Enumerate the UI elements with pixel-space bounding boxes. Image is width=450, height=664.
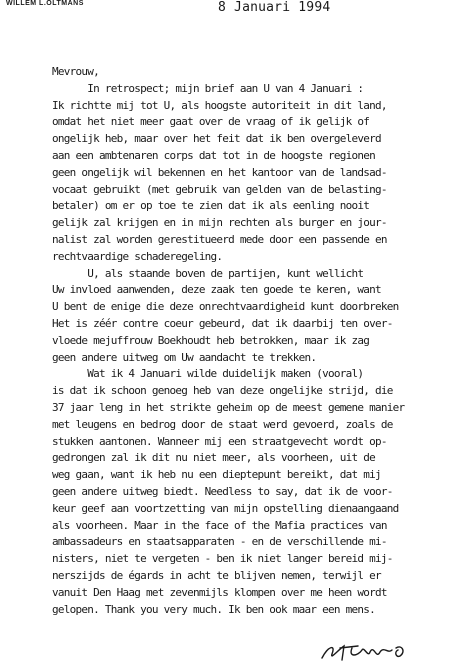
letter-line: stukken aantonen. Wanneer mij een straatgevecht wordt op- [52,434,387,448]
letter-line: geen andere uitweg biedt. Needless to say, dat ik de voor- [52,484,393,498]
letter-line: gedrongen zal ik dit nu niet meer, als voorheen, uit de [52,451,375,465]
letter-line: Ik richtte mij tot U, als hoogste autoriteit in dit land, [52,98,387,112]
letter-body [52,64,448,618]
letter-line: In retrospect; mijn brief aan U van 4 Januari : [52,81,364,95]
letter-line: geen andere uitweg om Uw aandacht te trekken. [52,350,317,364]
letter-line: Het is zéér contre coeur gebeurd, dat ik daarbij ten over- [52,316,393,330]
letter-line: omdat het niet meer gaat over de vraag of ik gelijk of [52,115,370,129]
letter-line: is dat ik schoon genoeg heb van deze ongelijke strijd, die [52,384,393,398]
letter-line: als voorheen. Maar in the face of the Mafia practices van [52,518,387,532]
letter-line: nisters, niet te vergeten - ben ik niet langer bereid mij- [52,552,393,566]
letter-line: geen ongelijk wil bekennen en het kantoor van de landsad- [52,165,387,179]
letter-date: 8 Januari 1994 [218,0,331,15]
letter-line: nerszijds de égards in acht te blijven nemen, terwijl er [52,568,381,582]
letter-line: nalist zal worden gerestitueerd mede door een passende en [52,232,387,246]
letter-line: met leugens en bedrog door de staat werd gevoerd, zoals de [52,417,393,431]
handwritten-signature [318,640,408,664]
letter-line: keur geef aan voortzetting van mijn opstelling dienaangaand [52,501,399,515]
letter-line: Wat ik 4 Januari wilde duidelijk maken (vooral) [52,367,364,381]
letter-line: vanuit Den Haag met zevenmijls klompen over me heen wordt [52,585,387,599]
letter-line: Uw invloed aanwenden, deze zaak ten goede te keren, want [52,283,381,297]
letter-line: aan een ambtenaren corps dat tot in de hoogste regionen [52,148,375,162]
letter-line: ongelijk heb, maar over het feit dat ik ben overgeleverd [52,132,381,146]
letter-line: U, als staande boven de partijen, kunt wellicht [52,266,364,280]
letter-line: weg gaan, want ik heb nu een dieptepunt bereikt, dat mij [52,468,381,482]
letter-line: gelopen. Thank you very much. Ik ben ook maar een mens. [52,602,375,616]
letter-line: betaler) om er op toe te zien dat ik als eenling nooit [52,199,370,213]
letter-line: gelijk zal krijgen en in mijn rechten als burger en jour- [52,216,387,230]
letter-line: vloede mejuffrouw Boekhoudt heb betrokken, maar ik zag [52,333,370,347]
letter-line: Mevrouw, [52,65,99,78]
letter-line: U bent de enige die deze onrechtvaardigheid kunt doorbreken [52,300,399,314]
letter-line: 37 jaar leng in het strikte geheim op de meest gemene manier [52,400,405,414]
letter-line: rechtvaardige schaderegeling. [52,249,223,263]
author-letterhead: WILLEM L.OLTMANS [6,0,84,7]
letter-line: vocaat gebruikt (met gebruik van gelden van de belasting- [52,182,387,196]
letter-line: ambassadeurs en staatsapparaten - en de verschillende mi- [52,535,387,549]
